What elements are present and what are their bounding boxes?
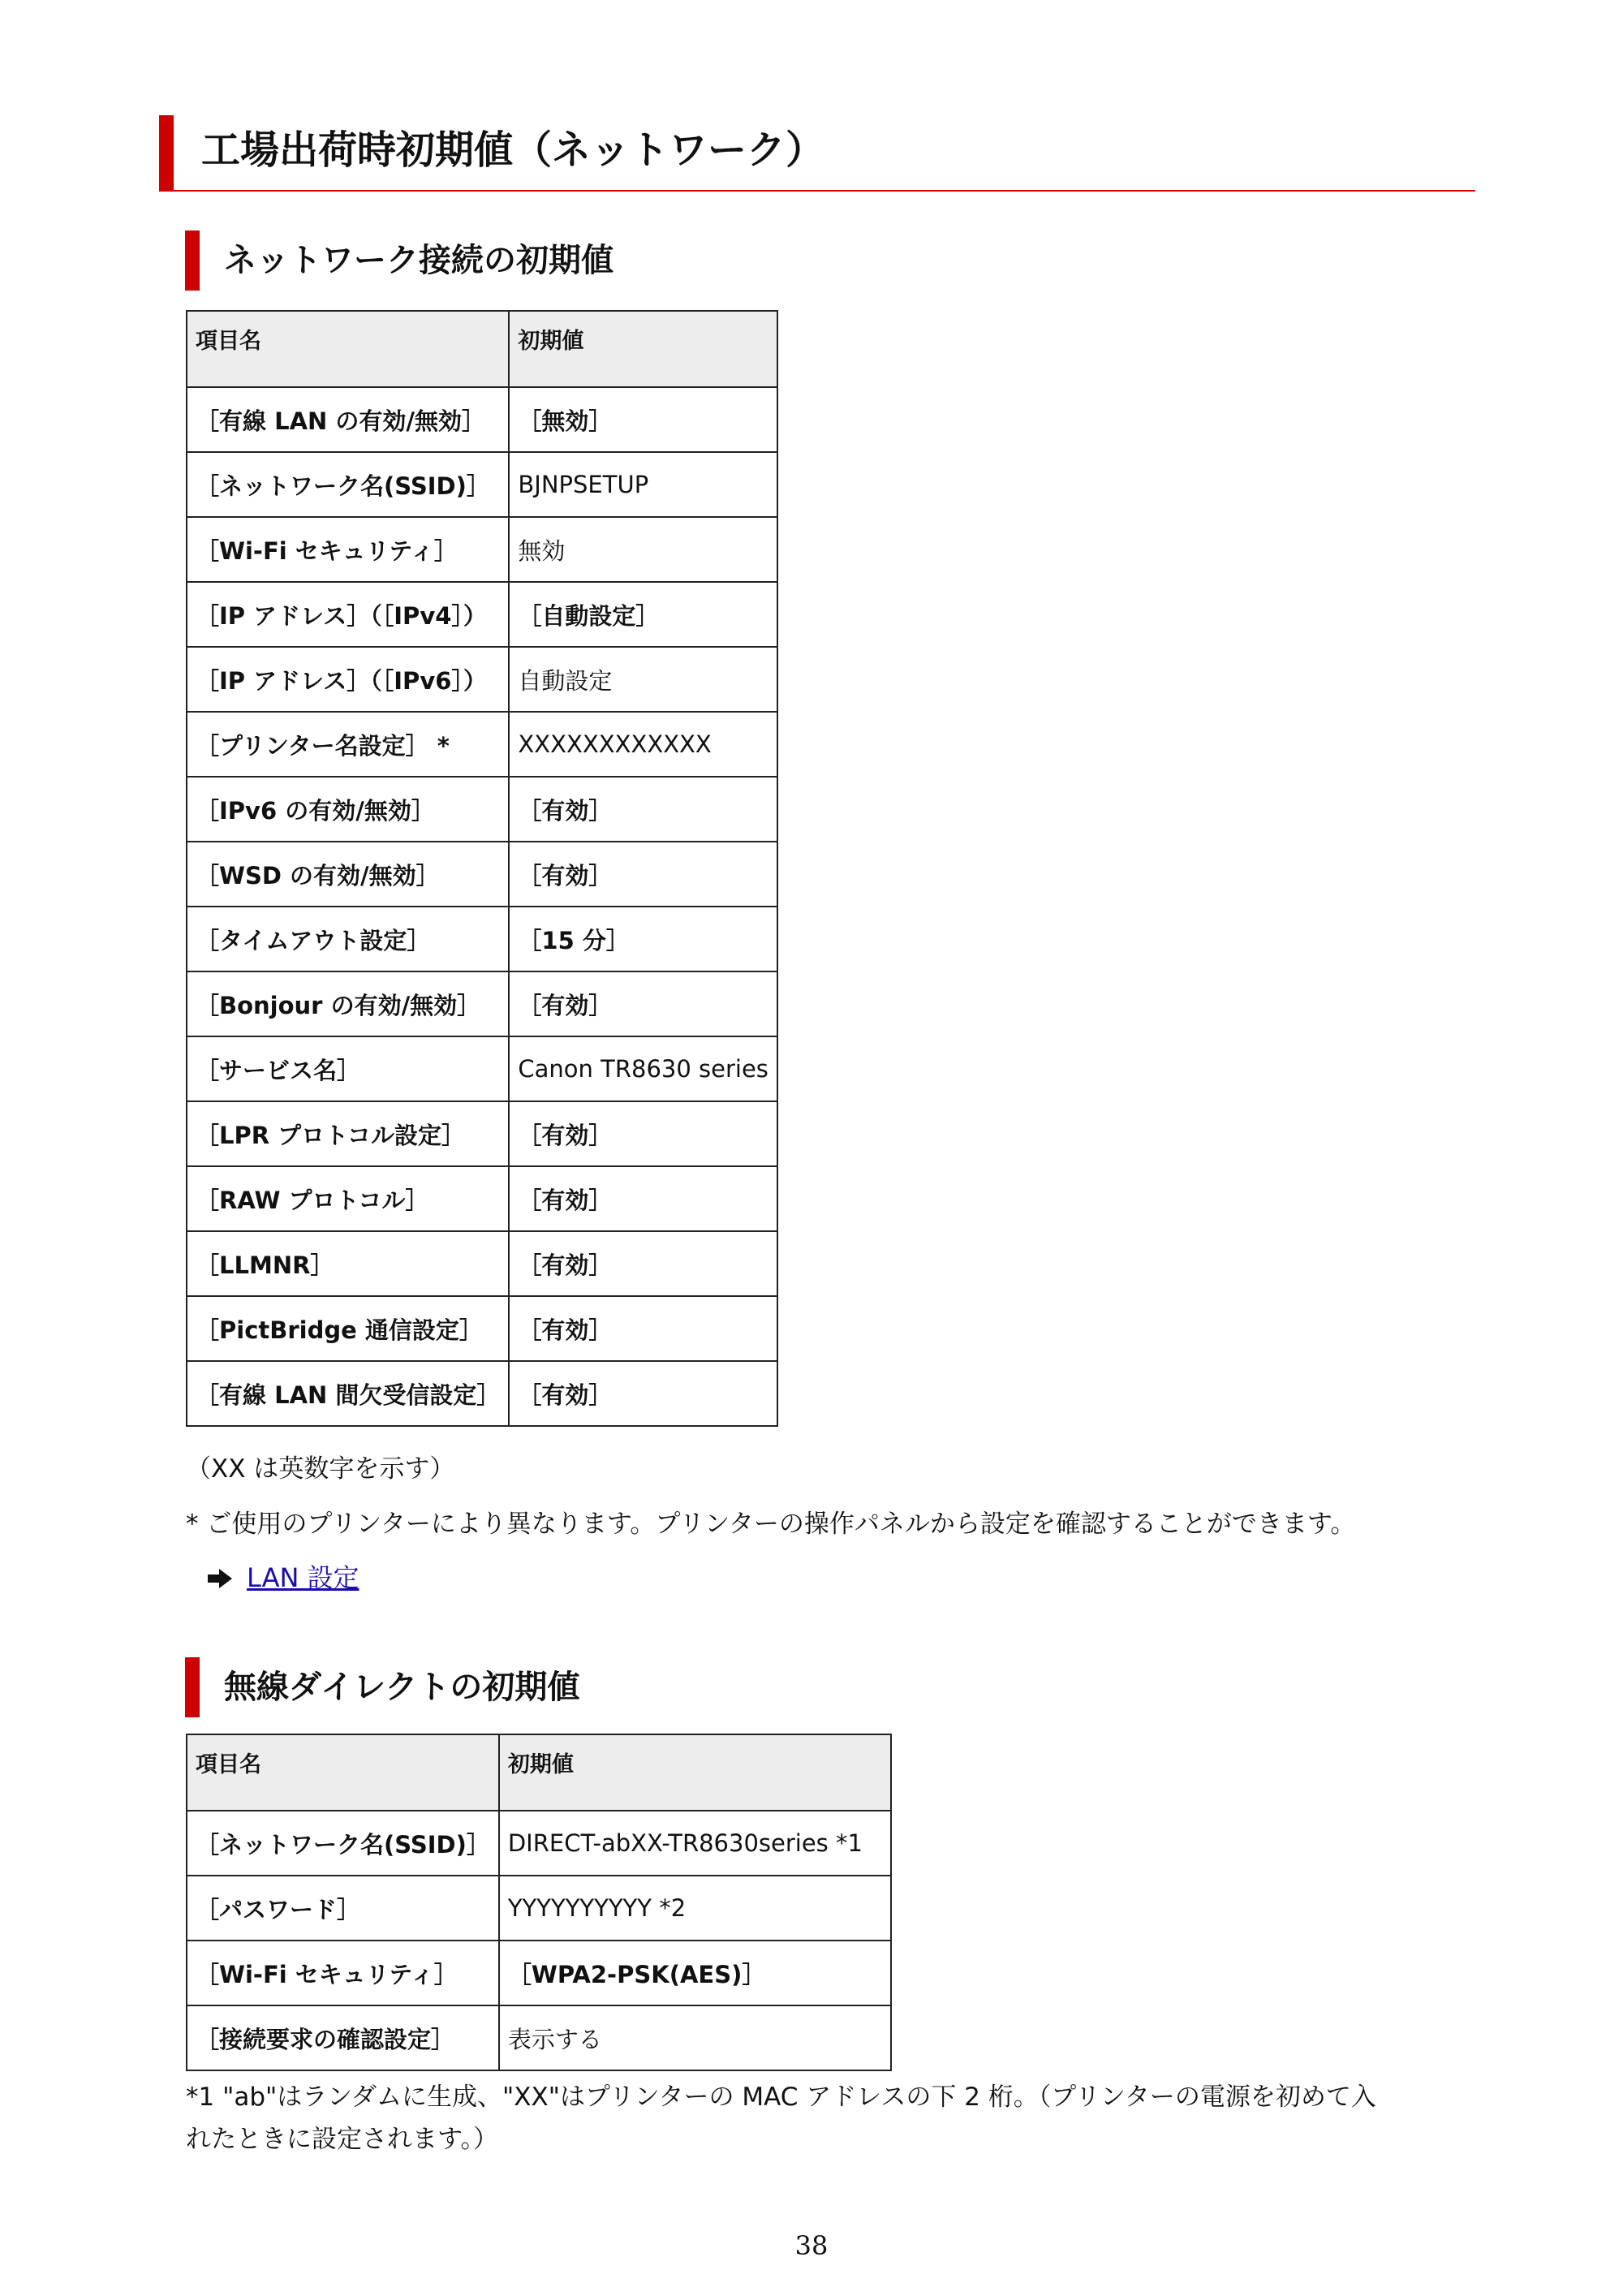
section-title: 無線ダイレクトの初期値 [224, 1669, 580, 1706]
default-value: ［有効］ [509, 1361, 777, 1426]
table-row [187, 971, 777, 1036]
setting-name: ［ネットワーク名(SSID)］ [187, 452, 509, 517]
table-row [187, 1231, 777, 1296]
table-row [187, 452, 777, 517]
table-row [187, 647, 777, 712]
section-accent-bar [185, 1657, 200, 1717]
default-value: ［無効］ [509, 387, 777, 452]
default-value: YYYYYYYYYY *2 [499, 1876, 891, 1941]
setting-name: ［プリンター名設定］ * [187, 712, 509, 777]
table-row [187, 1101, 777, 1166]
setting-name: ［タイムアウト設定］ [187, 907, 509, 971]
column-header-name: 項目名 [187, 311, 509, 387]
setting-name: ［有線 LAN 間欠受信設定］ [187, 1361, 509, 1426]
default-value: ［有効］ [509, 1296, 777, 1361]
section-accent-bar [185, 230, 200, 291]
setting-name: ［IPv6 の有効/無効］ [187, 777, 509, 842]
table-row [187, 1296, 777, 1361]
default-value: ［WPA2-PSK(AES)］ [499, 1941, 891, 2005]
setting-name: ［有線 LAN の有効/無効］ [187, 387, 509, 452]
setting-name: ［サービス名］ [187, 1036, 509, 1101]
table-row [187, 777, 777, 842]
default-value: Canon TR8630 series [509, 1036, 777, 1101]
table-row [187, 1876, 891, 1941]
default-value: ［有効］ [509, 1166, 777, 1231]
table-row [187, 842, 777, 907]
footnote-line-2: れたときに設定されます。） [186, 2125, 499, 2154]
table-row [187, 1166, 777, 1231]
lan-settings-link[interactable]: LAN 設定 [247, 1562, 359, 1593]
default-value: ［有効］ [509, 777, 777, 842]
note-xx: （XX は英数字を示す） [186, 1454, 455, 1484]
default-value: BJNPSETUP [509, 452, 777, 517]
setting-name: ［Wi-Fi セキュリティ］ [187, 1941, 499, 2005]
page-title-text: 工場出荷時初期値（ネットワーク） [201, 127, 825, 173]
table-row [187, 1361, 777, 1426]
table-row [187, 1811, 891, 1876]
default-value: DIRECT-abXX-TR8630series *1 [499, 1811, 891, 1876]
default-value: 自動設定 [509, 647, 777, 712]
default-value: ［自動設定］ [509, 582, 777, 647]
table-row [187, 387, 777, 452]
setting-name: ［LPR プロトコル設定］ [187, 1101, 509, 1166]
network-defaults-table [186, 310, 778, 1427]
table-header-row [187, 311, 777, 387]
table-row [187, 2005, 891, 2070]
table-row [187, 1036, 777, 1101]
lan-settings-link-row[interactable] [208, 1558, 359, 1597]
setting-name: ［LLMNR］ [187, 1231, 509, 1296]
column-header-name: 項目名 [187, 1734, 499, 1811]
default-value: 無効 [509, 517, 777, 582]
page-number: 38 [794, 2230, 829, 2261]
title-accent-bar [159, 115, 174, 190]
column-header-value: 初期値 [499, 1734, 891, 1811]
setting-name: ［接続要求の確認設定］ [187, 2005, 499, 2070]
default-value: ［15 分］ [509, 907, 777, 971]
section-title: ネットワーク接続の初期値 [224, 242, 613, 279]
page-title [159, 115, 1475, 192]
default-value: ［有効］ [509, 971, 777, 1036]
setting-name: ［WSD の有効/無効］ [187, 842, 509, 907]
setting-name: ［ネットワーク名(SSID)］ [187, 1811, 499, 1876]
setting-name: ［Bonjour の有効/無効］ [187, 971, 509, 1036]
table-row [187, 582, 777, 647]
table-row [187, 1941, 891, 2005]
default-value: ［有効］ [509, 1231, 777, 1296]
column-header-value: 初期値 [509, 311, 777, 387]
default-value: 表示する [499, 2005, 891, 2070]
setting-name: ［RAW プロトコル］ [187, 1166, 509, 1231]
note-asterisk: * ご使用のプリンターにより異なります。プリンターの操作パネルから設定を確認することができます。 [186, 1510, 1356, 1539]
setting-name: ［IP アドレス］（［IPv4］） [187, 582, 509, 647]
setting-name: ［Wi-Fi セキュリティ］ [187, 517, 509, 582]
table-row [187, 907, 777, 971]
default-value: XXXXXXXXXXXX [509, 712, 777, 777]
setting-name: ［PictBridge 通信設定］ [187, 1296, 509, 1361]
setting-name: ［パスワード］ [187, 1876, 499, 1941]
default-value: ［有効］ [509, 1101, 777, 1166]
right-arrow-icon [208, 1560, 232, 1599]
table-row [187, 517, 777, 582]
table-row [187, 712, 777, 777]
wireless-direct-defaults-table [186, 1734, 892, 2071]
footnote-line-1: *1 "ab"はランダムに生成、"XX"はプリンターの MAC アドレスの下 2 桁。（プリンターの電源を初めて入 [186, 2083, 1376, 2112]
setting-name: ［IP アドレス］（［IPv6］） [187, 647, 509, 712]
default-value: ［有効］ [509, 842, 777, 907]
table-header-row [187, 1734, 891, 1811]
